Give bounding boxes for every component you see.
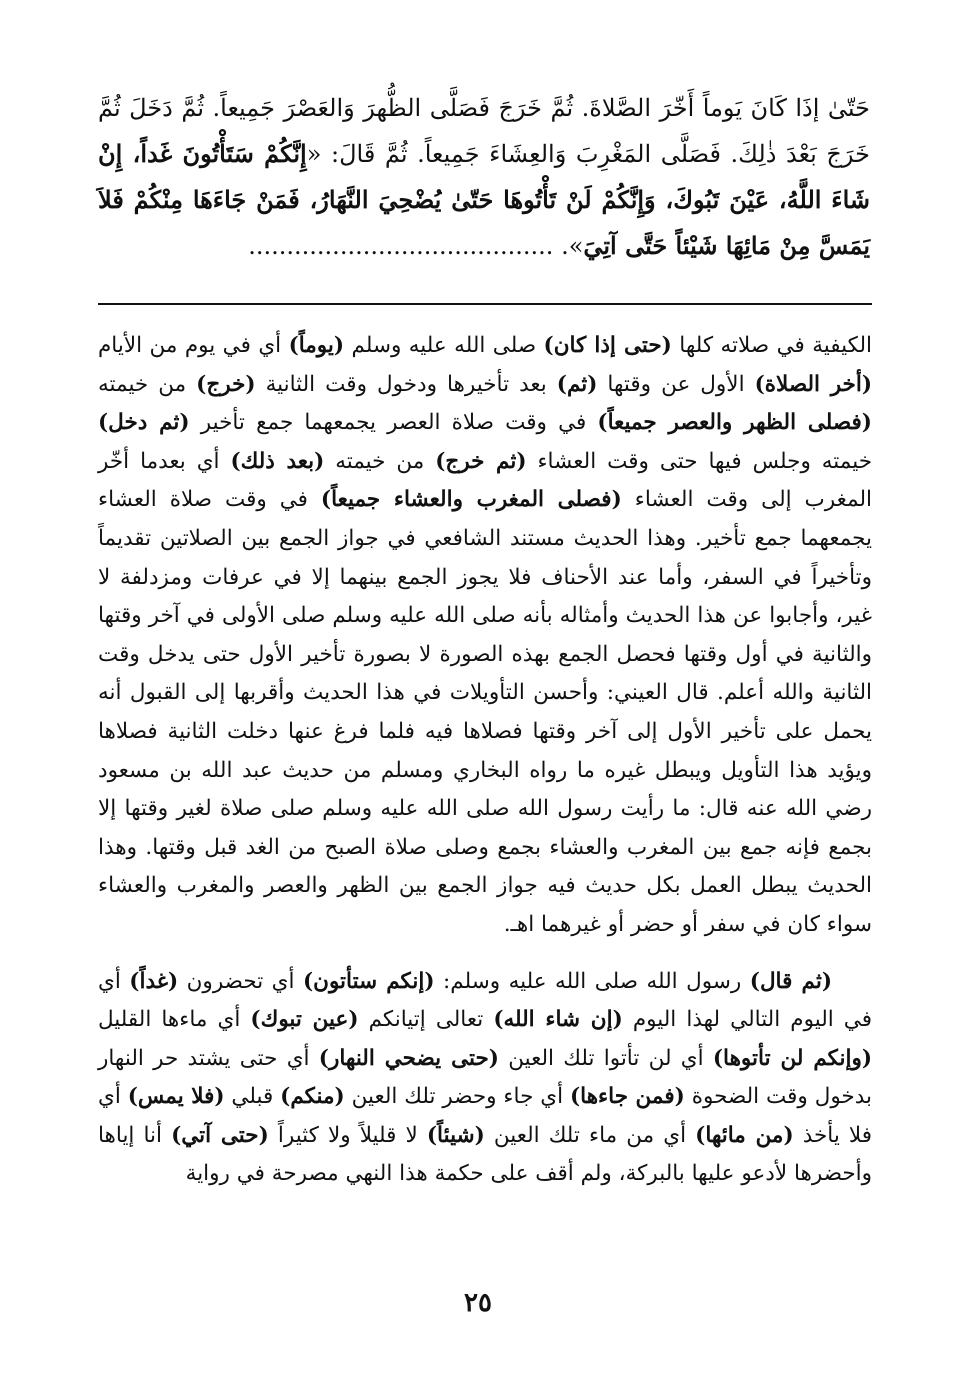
bold-quote-segment: (فصلى المغرب والعشاء جميعاً) [320, 487, 622, 513]
hadith-dots: ........................................ [248, 232, 554, 260]
bold-quote-segment: (وإنكم لن تأتوها) [712, 1045, 873, 1071]
commentary-block [98, 327, 872, 1194]
text-segment: لا قليلاً ولا كثيراً [268, 1122, 427, 1148]
bold-quote-segment: (خرج) [196, 371, 256, 397]
text-segment: أي لن تأتوا تلك العين [498, 1045, 713, 1071]
bold-quote-segment: (أخر الصلاة) [754, 371, 872, 397]
text-segment: أي في اليوم التالي لهذا اليوم [98, 968, 873, 1033]
bold-quote-segment: (عين تبوك) [250, 1007, 359, 1033]
text-segment: أي ماءها القليل [98, 1007, 251, 1033]
hadith-quote: إِنَّكُمْ سَتَأْتُونَ غَداً، إِنْ شَاءَ اللَّهُ، عَيْنَ تَبُوكَ، وَإِنَّكُمْ لَنْ تَأْتُوهَا حَتّىٰ يُضْحِيَ النَّهَارُ، فَمَنْ جَاءَهَا مِنْكُمْ فَلاَ يَمَسَّ مِنْ مَائِهَا شَيْئاً حَتَّى آتِيَ [98, 139, 870, 260]
text-segment: قبلي [224, 1084, 281, 1110]
bold-quote-segment: (فمن جاءها) [570, 1084, 685, 1110]
bold-quote-segment: (ثم دخل) [98, 410, 190, 436]
bold-quote-segment: (فلا يمس) [127, 1084, 225, 1110]
bold-quote-segment: (حتى إذا كان) [543, 333, 672, 358]
bold-quote-segment: (منكم) [280, 1084, 345, 1110]
text-segment: من خيمته [324, 448, 436, 474]
text-segment: أي في يوم من الأيام [98, 333, 289, 358]
bold-quote-segment: (شيئاً) [426, 1122, 485, 1148]
bold-quote-segment: (غداً) [129, 968, 179, 994]
bold-quote-segment: (إنكم ستأتون) [302, 968, 435, 994]
bold-quote-segment: (حتى آتي) [171, 1122, 269, 1148]
text-segment: خيمته وجلس فيها حتى وقت العشاء [526, 448, 873, 474]
page-number: ٢٥ [464, 1288, 492, 1318]
bold-quote-segment: (بعد ذلك) [230, 448, 325, 474]
text-segment: أي حتى يشتد حر النهار بدخول وقت الضحوة [98, 1045, 872, 1110]
bold-quote-segment: (ثم قال) [749, 968, 832, 994]
text-segment: أنا إياها وأحضرها لأدعو عليها بالبركة، ولم أقف على حكمة هذا النهي مصرحة في رواية [98, 1122, 872, 1187]
hadith-closing: ». [561, 232, 584, 260]
bold-quote-segment: (من مائها) [695, 1122, 794, 1148]
text-segment: رسول الله صلى الله عليه وسلم: [434, 968, 750, 994]
bold-quote-segment: (ثم خرج) [435, 448, 527, 474]
text-segment: أي فلا يأخذ [98, 1084, 873, 1148]
text-segment: بعد تأخيرها ودخول وقت الثانية [255, 371, 557, 397]
text-segment: من خيمته [98, 371, 197, 397]
text-segment: أي بعدما أخّر المغرب إلى وقت العشاء [98, 448, 872, 513]
hadith-text [98, 86, 870, 269]
text-segment: صلى الله عليه وسلم [344, 333, 544, 358]
text-segment: تعالى إتيانكم [358, 1007, 494, 1033]
commentary-paragraph-1 [98, 327, 872, 945]
text-segment: أي من ماء تلك العين [484, 1122, 696, 1148]
text-segment: أي تحضرون [178, 968, 303, 994]
text-segment: في وقت صلاة العشاء يجمعهما جمع تأخير. وهذا الحديث مستند الشافعي في جواز الجمع بين الصلاتين تقديماً وتأخيراً في السفر، وأما عند الأحناف فلا يجوز الجمع بينهما إلا في عرفات ومزدلفة لا غير، وأجابوا عن هذا الحديث وأمثاله بأنه صلى الله عليه وسلم صلى الأولى في آخر وقتها والثانية في أول وقتها فحصل الجمع بهذه الصورة لا بصورة تأخير الأول حتى يدخل وقت الثانية والله أعلم. قال العيني: وأحسن التأويلات في هذا الحديث وأقربها إلى القبول أنه يحمل على تأخير الأول إلى آخر وقتها فصلاها فيه فلما فرغ عنها دخلت الثانية فصلاها ويؤيد هذا التأويل ويبطل غيره ما رواه البخاري ومسلم من حديث عبد الله بن مسعود رضي الله عنه قال: ما رأيت رسول الله صلى الله عليه وسلم صلى صلاة لغير وقتها إلا بجمع فإنه جمع بين المغرب والعشاء بجمع وصلى صلاة الصبح من الغد قبل وقتها. وهذا الحديث يبطل العمل بكل حديث فيه جواز الجمع بين الظهر والعصر والمغرب والعشاء سواء كان في سفر أو حضر أو غيرهما اهـ. [98, 487, 872, 937]
commentary-paragraph-2 [98, 963, 872, 1195]
hadith-narration: حَتّىٰ إذَا كَانَ يَوماً أَخّرَ الصَّلاةَ. ثُمَّ خَرَجَ فَصَلَّى الظُّهرَ وَالعَصْرَ جَمِيعاً. ثُمَّ دَخَلَ ثُمَّ خَرَجَ بَعْدَ ذٰلِكَ. فَصَلَّى المَغْرِبَ وَالعِشَاءَ جَمِيعاً. ثُمَّ قَالَ: « [98, 94, 870, 168]
text-segment: الأول عن وقتها [597, 371, 755, 397]
separator-rule [98, 303, 872, 305]
bold-quote-segment: (إن شاء الله) [493, 1007, 623, 1033]
bold-quote-segment: (حتى يضحي النهار) [318, 1045, 499, 1071]
hadith-block [98, 86, 870, 269]
text-segment: الكيفية في صلاته كلها [671, 333, 872, 358]
text-segment: في وقت صلاة العصر يجمعهما جمع تأخير [189, 410, 598, 436]
text-segment: أي جاء وحضر تلك العين [344, 1084, 570, 1110]
bold-quote-segment: (ثم) [556, 371, 598, 397]
bold-quote-segment: (يوماً) [288, 333, 345, 358]
bold-quote-segment: (فصلى الظهر والعصر جميعاً) [597, 410, 872, 436]
